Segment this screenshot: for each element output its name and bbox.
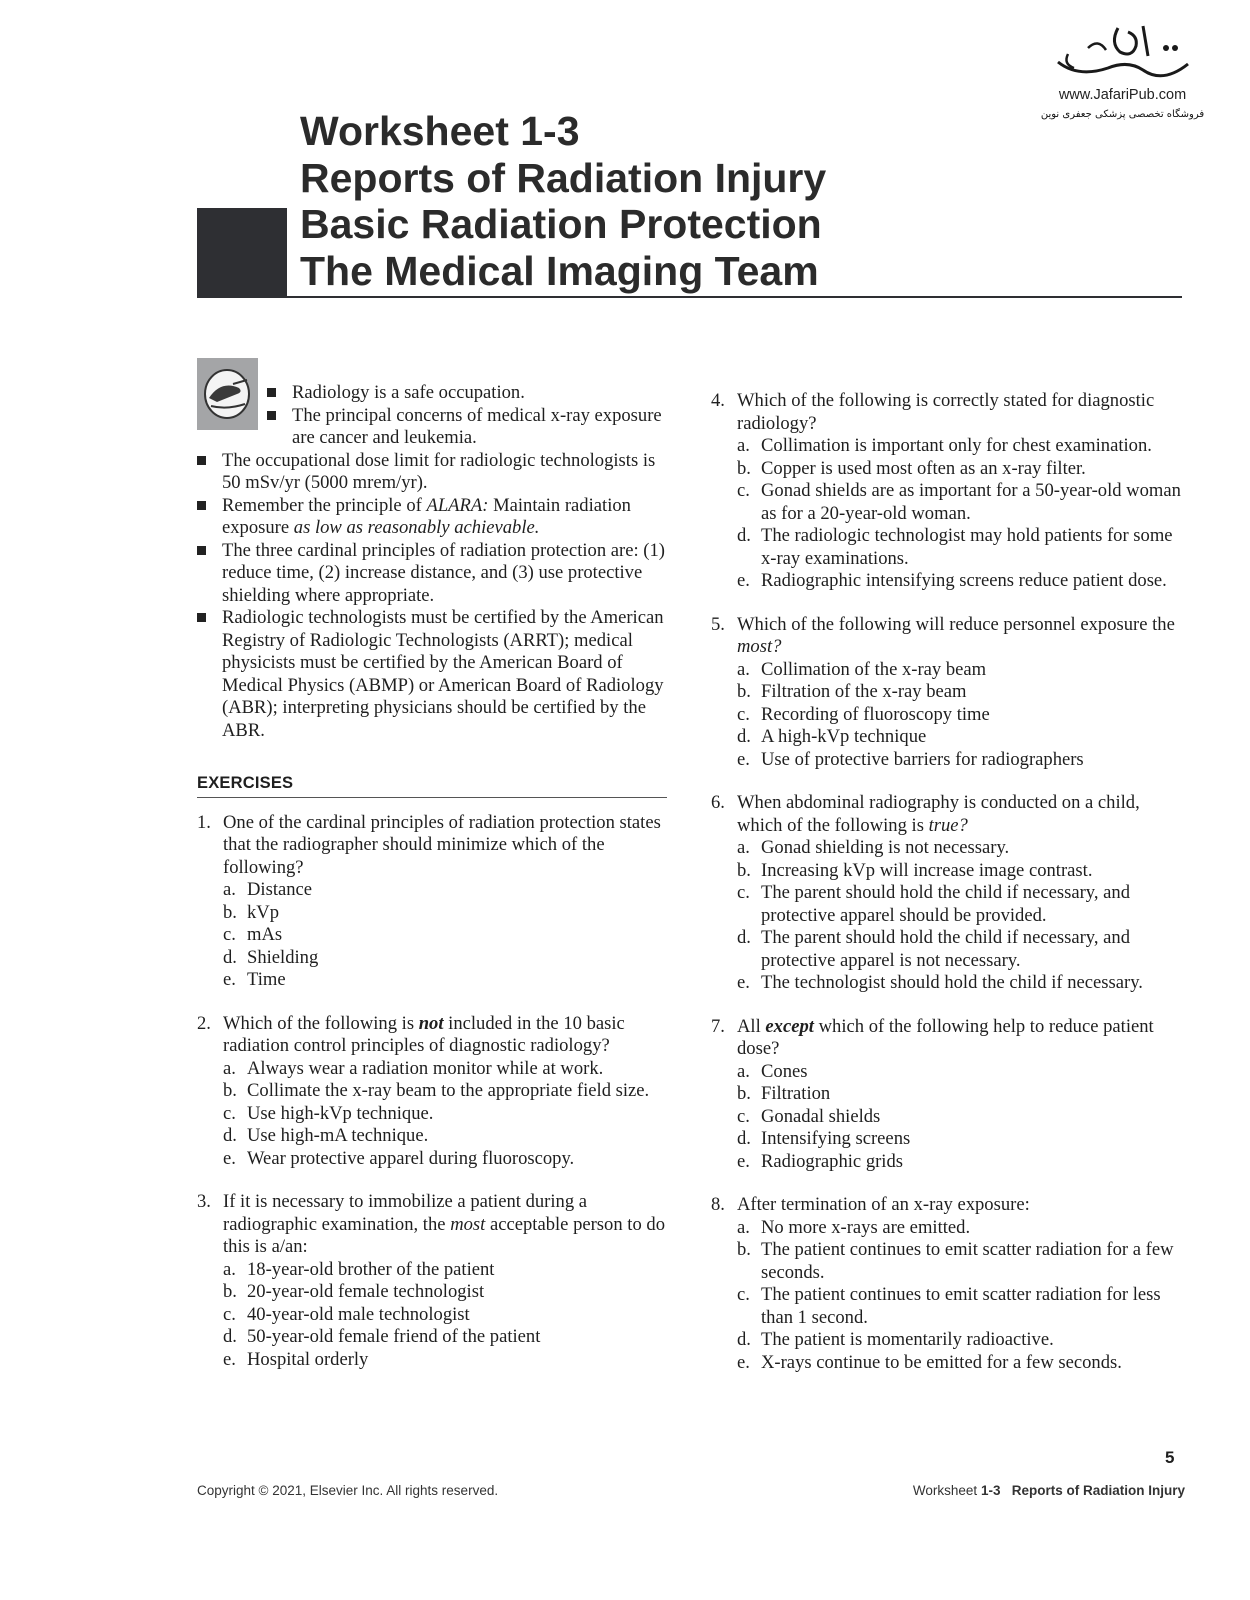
answer-option: [737, 1284, 1186, 1329]
option-letter: b.: [737, 1083, 751, 1104]
answer-option: [223, 1304, 667, 1327]
option-letter: c.: [223, 924, 236, 945]
option-text: Use of protective barriers for radiographers: [761, 748, 1084, 770]
option-letter: b.: [737, 859, 751, 881]
option-text: The technologist should hold the child if necessary.: [761, 972, 1143, 993]
option-letter: a.: [223, 1258, 236, 1280]
text-run: not: [418, 1012, 444, 1034]
option-letter: a.: [737, 837, 750, 858]
option-text: A high-kVp technique: [761, 726, 927, 747]
option-text: 50-year-old female friend of the patient: [247, 1326, 541, 1347]
question: [711, 792, 1186, 995]
questions-right: [711, 390, 1186, 1374]
bullet-square-icon: [267, 388, 276, 397]
option-letter: c.: [737, 1284, 750, 1305]
question-number: 8.: [711, 1194, 725, 1215]
option-text: No more x-rays are emitted.: [761, 1216, 971, 1238]
text-run: After termination of an x-ray exposure:: [737, 1194, 1030, 1215]
option-text: 20-year-old female technologist: [247, 1281, 485, 1302]
option-letter: c.: [737, 703, 750, 725]
answer-option: [223, 924, 667, 947]
option-text: Shielding: [247, 946, 319, 968]
answer-option: [737, 525, 1186, 570]
option-letter: b.: [223, 1080, 237, 1101]
text-run: true?: [928, 814, 968, 836]
text-run: most: [450, 1213, 486, 1235]
question-number: 3.: [197, 1191, 211, 1212]
option-letter: e.: [737, 1351, 750, 1373]
answer-option: [223, 1125, 667, 1148]
option-letter: d.: [223, 1326, 237, 1347]
exercises-heading: EXERCISES: [197, 772, 667, 798]
question-number: 6.: [711, 792, 725, 813]
text-run: The three cardinal principles of radiation protection are: (1) reduce time, (2) increase distance, and (3) use protective shielding where appropriate.: [222, 539, 665, 606]
answer-option: [737, 927, 1186, 972]
option-text: Collimate the x-ray beam to the appropriate field size.: [247, 1080, 650, 1101]
option-text: Collimation of the x-ray beam: [761, 658, 987, 680]
text-run: Maintain radiation exposure: [222, 494, 631, 538]
text-run: One of the cardinal principles of radiation protection states that the radiographer should minimize which of the following?: [223, 811, 661, 878]
option-letter: e.: [223, 1348, 236, 1370]
title-line: The Medical Imaging Team: [300, 247, 819, 294]
title-accent-bar: [197, 208, 287, 298]
logo-subtitle: فروشگاه تخصصی پزشکی جعفری نوین: [1040, 109, 1205, 120]
question-number: 5.: [711, 613, 725, 635]
title-line: Worksheet 1-3: [300, 108, 580, 154]
option-text: Gonadal shields: [761, 1105, 881, 1127]
option-text: The parent should hold the child if necessary, and protective apparel should be provided.: [761, 882, 1131, 926]
calligraphy-logo-icon: [1048, 18, 1198, 86]
question-stem: [737, 1194, 1186, 1217]
answer-options: [223, 879, 667, 992]
answer-option: [737, 972, 1186, 995]
bullet-square-icon: [197, 456, 206, 465]
option-letter: e.: [737, 1150, 750, 1172]
question: [197, 1013, 667, 1171]
option-letter: c.: [223, 1102, 236, 1124]
option-letter: d.: [737, 927, 751, 948]
question: [711, 390, 1186, 593]
answer-option: [737, 1329, 1186, 1352]
answer-option: [737, 1352, 1186, 1375]
answer-option: [737, 681, 1186, 704]
title-line: Basic Radiation Protection: [300, 201, 822, 247]
option-letter: b.: [223, 901, 237, 923]
bullet-square-icon: [267, 411, 276, 420]
text-run: Radiology is a safe occupation.: [292, 382, 525, 403]
key-point: [197, 495, 667, 540]
option-letter: b.: [737, 457, 751, 479]
option-letter: a.: [737, 1060, 750, 1082]
question-stem: [223, 1013, 667, 1058]
answer-options: [223, 1259, 667, 1372]
right-column: [711, 390, 1186, 1374]
page-number: 5: [1165, 1448, 1175, 1467]
question-stem: [223, 812, 667, 880]
text-run: ALARA:: [426, 494, 489, 516]
option-letter: d.: [737, 1329, 751, 1350]
option-text: Use high-kVp technique.: [247, 1102, 434, 1124]
option-text: Gonad shields are as important for a 50-year-old woman as for a 20-year-old woman.: [761, 480, 1181, 524]
option-text: Gonad shielding is not necessary.: [761, 837, 1010, 858]
answer-option: [737, 659, 1186, 682]
option-letter: e.: [737, 972, 750, 993]
question: [711, 1016, 1186, 1174]
key-points-icon: [197, 358, 258, 430]
option-text: Time: [247, 969, 286, 990]
option-text: The patient is momentarily radioactive.: [761, 1329, 1054, 1350]
question-number: 7.: [711, 1015, 725, 1037]
answer-option: [737, 1083, 1186, 1106]
answer-option: [737, 1151, 1186, 1174]
option-text: Filtration: [761, 1083, 831, 1104]
option-letter: b.: [737, 1239, 751, 1260]
text-run: acceptable person to do this is a/an:: [223, 1213, 665, 1257]
answer-option: [223, 1349, 667, 1372]
question-stem: [737, 1016, 1186, 1061]
option-letter: e.: [737, 570, 750, 591]
option-text: kVp: [247, 901, 280, 923]
answer-option: [223, 879, 667, 902]
option-letter: e.: [223, 1147, 236, 1169]
title-line: Reports of Radiation Injury: [300, 154, 827, 201]
footer-section-num: 1-3: [980, 1483, 1001, 1498]
answer-option: [737, 570, 1186, 593]
option-text: Wear protective apparel during fluoroscopy.: [247, 1147, 575, 1169]
left-column: [197, 358, 667, 1371]
option-letter: e.: [737, 748, 750, 770]
question-number: 4.: [711, 390, 725, 411]
option-text: Copper is used most often as an x-ray filter.: [761, 457, 1086, 479]
text-run: When abdominal radiography is conducted on a child, which of the following is: [737, 792, 1140, 836]
answer-option: [223, 1281, 667, 1304]
text-run: The principal concerns of medical x-ray exposure are cancer and leukemia.: [292, 404, 662, 448]
option-text: Radiographic intensifying screens reduce patient dose.: [761, 570, 1167, 591]
footer-section-title: Reports of Radiation Injury: [1011, 1483, 1185, 1498]
answer-options: [737, 659, 1186, 772]
question: [711, 614, 1186, 772]
option-text: Always wear a radiation monitor while at work.: [247, 1057, 604, 1079]
text-run: which of the following help to reduce patient dose?: [737, 1015, 1154, 1059]
option-text: Collimation is important only for chest examination.: [761, 435, 1152, 456]
answer-option: [737, 749, 1186, 772]
answer-options: [737, 435, 1186, 593]
option-text: The patient continues to emit scatter radiation for less than 1 second.: [761, 1284, 1161, 1328]
option-letter: d.: [737, 1128, 751, 1149]
option-letter: e.: [223, 969, 236, 990]
key-point: [267, 405, 667, 450]
answer-option: [223, 969, 667, 992]
answer-option: [737, 1106, 1186, 1129]
text-run: as low as reasonably achievable.: [293, 517, 540, 538]
answer-option: [737, 726, 1186, 749]
key-point: [267, 382, 667, 405]
answer-option: [737, 1128, 1186, 1151]
running-footer: [913, 1483, 1185, 1498]
option-letter: d.: [737, 525, 751, 546]
key-point: [197, 450, 667, 495]
bullet-square-icon: [197, 501, 206, 510]
bullet-square-icon: [197, 546, 206, 555]
answer-option: [223, 1326, 667, 1349]
answer-option: [737, 1217, 1186, 1240]
answer-options: [737, 1217, 1186, 1375]
option-letter: b.: [223, 1281, 237, 1302]
answer-option: [737, 480, 1186, 525]
answer-option: [223, 1058, 667, 1081]
option-letter: a.: [223, 1057, 236, 1079]
option-letter: c.: [223, 1303, 236, 1325]
answer-option: [737, 837, 1186, 860]
answer-options: [737, 837, 1186, 995]
option-letter: a.: [737, 1216, 750, 1238]
option-letter: a.: [737, 435, 750, 456]
option-letter: a.: [223, 879, 236, 900]
text-run: most?: [737, 636, 782, 657]
option-text: The parent should hold the child if necessary, and protective apparel is not necessary.: [761, 927, 1131, 971]
answer-option: [737, 704, 1186, 727]
question-number: 1.: [197, 811, 211, 833]
option-letter: c.: [737, 480, 750, 501]
answer-option: [737, 882, 1186, 927]
question: [197, 1191, 667, 1371]
answer-option: [737, 860, 1186, 883]
answer-option: [737, 1061, 1186, 1084]
option-letter: c.: [737, 1105, 750, 1127]
text-run: The occupational dose limit for radiologic technologists is 50 mSv/yr (5000 mrem/yr).: [222, 449, 656, 493]
option-text: 40-year-old male technologist: [247, 1303, 470, 1325]
option-text: The radiologic technologist may hold patients for some x-ray examinations.: [761, 525, 1173, 569]
question-number: 2.: [197, 1012, 211, 1034]
questions-left: [197, 812, 667, 1372]
option-text: Hospital orderly: [247, 1348, 369, 1370]
copyright-footer: Copyright © 2021, Elsevier Inc. All rights reserved.: [197, 1483, 499, 1498]
text-run: If it is necessary to immobilize a patient during a radiographic examination, the: [223, 1191, 588, 1235]
question-stem: [737, 614, 1186, 659]
option-text: Use high-mA technique.: [247, 1125, 429, 1146]
option-letter: b.: [737, 681, 751, 702]
key-points-list: [197, 358, 667, 742]
worksheet-title-block: [197, 108, 1182, 298]
option-letter: d.: [223, 1125, 237, 1146]
answer-option: [223, 1148, 667, 1171]
option-text: X-rays continue to be emitted for a few seconds.: [761, 1351, 1122, 1373]
text-run: Which of the following is correctly stated for diagnostic radiology?: [737, 390, 1155, 434]
footer-section-label: Worksheet: [912, 1483, 978, 1498]
text-run: Radiologic technologists must be certified by the American Registry of Radiologic Technologists (ARRT); medical physicists must be certified by the American Board of Medical Physics (ABMP) or American Board of Radiology (ABR); interpreting physicians should be certified by the ABR.: [222, 607, 664, 741]
answer-options: [223, 1058, 667, 1171]
question: [711, 1194, 1186, 1374]
text-run: Remember the principle of: [222, 494, 427, 516]
logo-url: www.JafariPub.com: [1058, 87, 1187, 103]
answer-option: [223, 1103, 667, 1126]
key-point: [197, 607, 667, 742]
answer-option: [737, 435, 1186, 458]
option-letter: d.: [737, 726, 751, 747]
text-run: except: [765, 1015, 814, 1037]
option-text: Recording of fluoroscopy time: [761, 703, 990, 725]
option-text: Cones: [761, 1060, 808, 1082]
title-rule: [197, 296, 1182, 298]
option-text: Radiographic grids: [761, 1150, 904, 1172]
worksheet-title: [300, 108, 826, 294]
bullet-square-icon: [197, 613, 206, 622]
answer-option: [737, 458, 1186, 481]
question-stem: [737, 792, 1186, 837]
question: [197, 812, 667, 992]
text-run: All: [737, 1015, 766, 1037]
key-point: [197, 540, 667, 608]
question-stem: [737, 390, 1186, 435]
answer-option: [223, 1259, 667, 1282]
option-text: Filtration of the x-ray beam: [761, 681, 967, 702]
text-run: included in the 10 basic radiation control principles of diagnostic radiology?: [223, 1012, 625, 1056]
option-text: Intensifying screens: [761, 1128, 911, 1149]
text-run: Which of the following will reduce personnel exposure the: [737, 613, 1175, 635]
publisher-logo: [1030, 18, 1215, 120]
answer-option: [223, 947, 667, 970]
option-text: Increasing kVp will increase image contrast.: [761, 859, 1093, 881]
option-text: mAs: [247, 924, 283, 945]
option-text: Distance: [247, 879, 313, 900]
answer-option: [737, 1239, 1186, 1284]
option-letter: a.: [737, 658, 750, 680]
option-letter: d.: [223, 946, 237, 968]
option-text: 18-year-old brother of the patient: [247, 1258, 495, 1280]
answer-option: [223, 1080, 667, 1103]
answer-options: [737, 1061, 1186, 1174]
answer-option: [223, 902, 667, 925]
option-letter: c.: [737, 882, 750, 903]
text-run: Which of the following is: [223, 1012, 419, 1034]
question-stem: [223, 1191, 667, 1259]
option-text: The patient continues to emit scatter radiation for a few seconds.: [761, 1239, 1174, 1283]
